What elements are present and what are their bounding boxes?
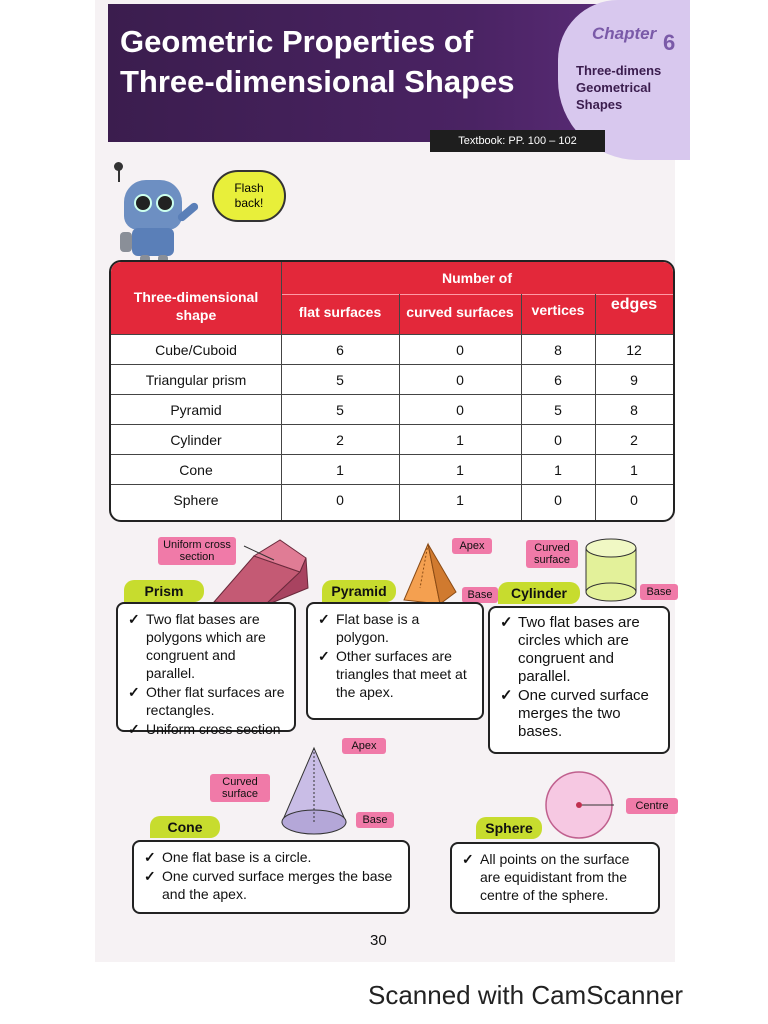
sphere-centre-label: Centre — [626, 798, 678, 814]
cylinder-curved-label: Curved surface — [526, 540, 578, 568]
sphere-label: Sphere — [476, 817, 542, 839]
scanner-watermark: Scanned with CamScanner — [368, 980, 684, 1010]
chapter-number: 6 — [663, 30, 676, 55]
header-flat-surfaces: flat surfaces — [298, 304, 382, 320]
cylinder-point: ✓ One curved surface merges the two bases. — [500, 687, 660, 741]
cell-vertices: 1 — [554, 462, 562, 478]
cell-edges: 8 — [630, 402, 638, 418]
cell-edges: 9 — [630, 372, 638, 388]
cell-curved: 0 — [456, 342, 464, 358]
pyramid-label: Pyramid — [322, 580, 396, 602]
header-shape: Three-dimensional shape — [133, 289, 259, 323]
cylinder-description — [488, 606, 670, 754]
cylinder-base-label: Base — [640, 584, 678, 600]
cell-shape: Cube/Cuboid — [155, 342, 237, 358]
table-row — [111, 394, 673, 425]
header-vertices: vertices — [531, 302, 585, 318]
textbook-reference: Textbook: PP. 100 – 102 — [430, 130, 605, 152]
sphere-point: ✓ All points on the surface are equidistant from the centre of the sphere. — [462, 850, 650, 904]
cell-shape: Cone — [179, 462, 213, 478]
cone-base-label: Base — [356, 812, 394, 828]
prism-point: ✓ Uniform cross section — [128, 720, 286, 738]
cell-vertices: 6 — [554, 372, 562, 388]
pyramid-shape-icon — [400, 540, 460, 606]
cell-shape: Sphere — [173, 492, 219, 508]
cell-vertices: 0 — [554, 432, 562, 448]
cell-curved: 1 — [456, 432, 464, 448]
prism-description — [116, 602, 296, 737]
cone-curved-label: Curved surface — [210, 774, 270, 802]
cell-flat: 5 — [336, 402, 344, 418]
prism-shape-icon — [204, 536, 314, 608]
pyramid-point: ✓ Other surfaces are triangles that meet at the apex. — [318, 647, 474, 701]
chapter-subtitle: Three-dimens Geometrical Shapes — [576, 63, 662, 112]
prism-label: Prism — [124, 580, 204, 602]
prism-point: ✓ Two flat bases are polygons which are congruent and parallel. — [128, 610, 286, 682]
cell-flat: 1 — [336, 462, 344, 478]
cell-shape: Triangular prism — [145, 372, 247, 388]
cylinder-point: ✓ Two flat bases are circles which are congruent and parallel. — [500, 614, 660, 686]
sphere-shape-icon — [544, 770, 614, 840]
pyramid-point: ✓ Flat base is a polygon. — [318, 610, 474, 646]
cell-vertices: 5 — [554, 402, 562, 418]
cell-curved: 0 — [456, 402, 464, 418]
cell-vertices: 0 — [554, 492, 562, 508]
properties-table — [109, 260, 675, 522]
header-curved-surfaces: curved surfaces — [406, 304, 514, 320]
cone-shape-icon — [276, 744, 356, 840]
cell-edges: 12 — [626, 342, 642, 358]
cell-vertices: 8 — [554, 342, 562, 358]
table-row — [111, 454, 673, 485]
cone-point: ✓ One curved surface merges the base and the apex. — [144, 867, 400, 903]
cell-flat: 6 — [336, 342, 344, 358]
cell-flat: 2 — [336, 432, 344, 448]
cell-edges: 2 — [630, 432, 638, 448]
cone-label: Cone — [150, 816, 220, 838]
cone-point: ✓ One flat base is a circle. — [144, 848, 400, 866]
table-row — [111, 334, 673, 365]
header-number-of: Number of — [442, 270, 512, 286]
sphere-description — [450, 842, 660, 914]
cell-edges: 0 — [630, 492, 638, 508]
cell-shape: Cylinder — [170, 432, 222, 448]
pyramid-description — [306, 602, 484, 720]
prism-callout: Uniform cross section — [158, 537, 236, 565]
cell-flat: 5 — [336, 372, 344, 388]
cone-description — [132, 840, 410, 914]
header-edges: edges — [610, 296, 658, 313]
flashback-bubble: Flash back! — [212, 170, 286, 222]
cell-shape: Pyramid — [170, 402, 222, 418]
cell-flat: 0 — [336, 492, 344, 508]
table-row — [111, 484, 673, 515]
cell-curved: 0 — [456, 372, 464, 388]
cylinder-shape-icon — [582, 536, 642, 604]
pyramid-apex-label: Apex — [452, 538, 492, 554]
prism-point: ✓ Other flat surfaces are rectangles. — [128, 683, 286, 719]
page-number: 30 — [370, 932, 387, 949]
cell-curved: 1 — [456, 492, 464, 508]
cylinder-label: Cylinder — [498, 582, 580, 604]
cell-edges: 1 — [630, 462, 638, 478]
chapter-label: Chapter — [592, 24, 657, 43]
cone-apex-label: Apex — [342, 738, 386, 754]
pyramid-base-label: Base — [462, 587, 498, 603]
table-row — [111, 364, 673, 395]
table-row — [111, 424, 673, 455]
page-title: Geometric Properties of Three-dimensional Shapes — [120, 24, 515, 99]
cell-curved: 1 — [456, 462, 464, 478]
